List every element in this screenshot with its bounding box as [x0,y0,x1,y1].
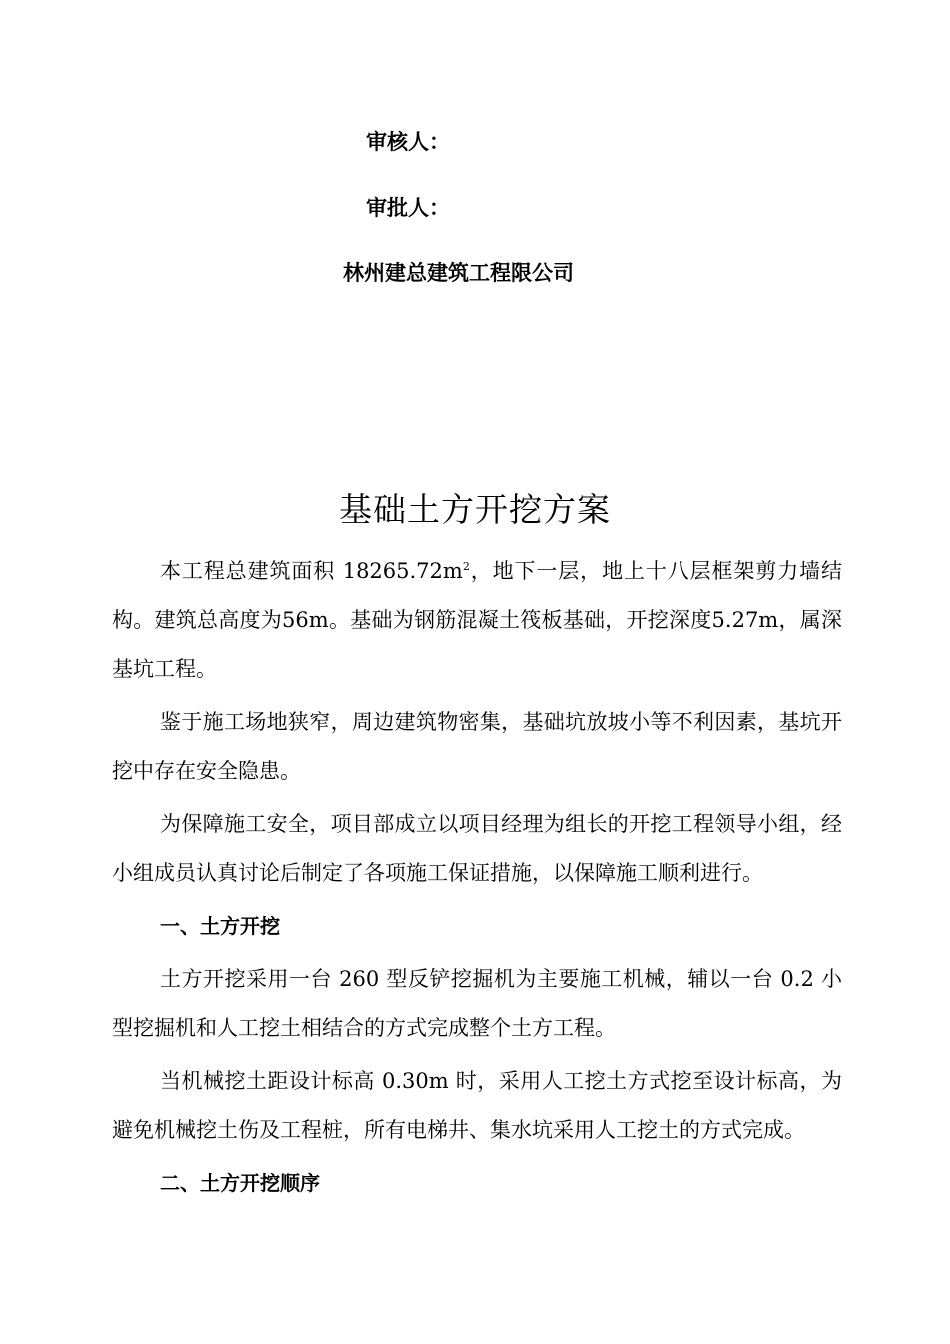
approver-label: 审批人： [366,196,450,220]
paragraph-project-overview [112,547,842,694]
section-heading-excavation: 一、土方开挖 [160,914,280,938]
document-body [112,547,842,1212]
paragraph-text: ，地下一层，地上十八层框架剪力墙结构。建筑总高度为56m。基础为钢筋混凝土筏板基础，开挖深度5.27m，属深基坑工程。 [112,559,842,681]
document-title: 基础土方开挖方案 [339,490,611,529]
paragraph-machinery: 土方开挖采用一台 260 型反铲挖掘机为主要施工机械，辅以一台 0.2 小型挖掘机和人工挖土相结合的方式完成整个土方工程。 [112,967,842,1040]
section-heading-excavation-order: 二、土方开挖顺序 [160,1171,320,1195]
paragraph-manual-excavation: 当机械挖土距设计标高 0.30m 时，采用人工挖土方式挖至设计标高，为避免机械挖土伤及工程桩，所有电梯井、集水坑采用人工挖土的方式完成。 [112,1069,842,1142]
company-name: 林州建总建筑工程限公司 [343,261,574,285]
superscript: 2 [462,560,470,573]
reviewer-label: 审核人： [366,130,450,154]
paragraph-text: 本工程总建筑面积 18265.72m [160,559,463,583]
paragraph-site-risks: 鉴于施工场地狭窄，周边建筑物密集，基础坑放坡小等不利因素，基坑开挖中存在安全隐患。 [112,710,842,783]
paragraph-safety-group: 为保障施工安全，项目部成立以项目经理为组长的开挖工程领导小组，经小组成员认真讨论后制定了各项施工保证措施，以保障施工顺利进行。 [112,812,842,885]
